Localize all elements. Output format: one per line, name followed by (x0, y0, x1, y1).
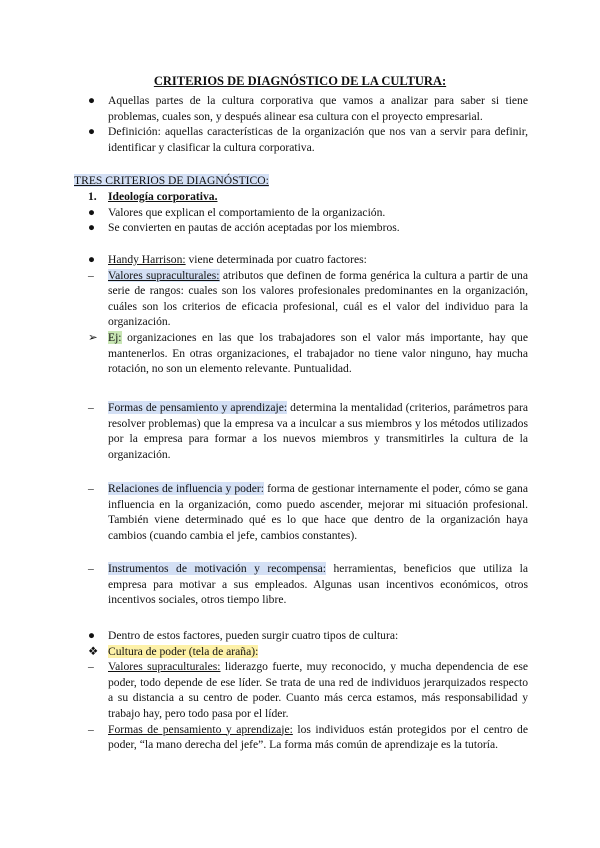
factor-label-valores: Valores supraculturales: (108, 268, 220, 282)
harrison-label: Handy Harrison: (108, 253, 186, 266)
section-bullet-1: Valores que explican el comportamiento de la organización. (108, 205, 386, 219)
factor-text-formas: determina la mentalidad (criterios, parámetros para resolver problemas) que la empresa va a inculcar a sus miembros y los métodos utilizados por la empresa para formar a los nuevos miembros y transmitirles la cultura de la organización. (108, 401, 528, 461)
bullet-icon: ● (88, 253, 96, 266)
types-intro: Dentro de estos factores, pueden surgir cuatro tipos de cultura: (108, 629, 399, 642)
list-item (74, 659, 528, 721)
factor-label-relaciones: Relaciones de influencia y poder: (108, 482, 264, 495)
numbered-item (74, 189, 528, 205)
factor-text-instrumentos: herramientas, beneficios que utiliza la empresa para motivar a sus empleados. Algunas usan incentivos económicos, otros incentivos sociales, otros tiempo libre. (108, 562, 528, 607)
factor-instrumentos (74, 561, 528, 608)
dash-icon: – (88, 401, 94, 414)
types-list (74, 628, 528, 753)
number-marker: 1. (88, 190, 97, 203)
example-text: organizaciones en las que los trabajadores son el valor más importante, hay que mantenerlos. En otras organizaciones, el trabajador no tiene valor ninguno, hay mucha rotación, no son un elemento relevante. Puntualidad. (108, 330, 528, 376)
list-item (74, 644, 528, 660)
list-item (74, 481, 528, 543)
factor-label-formas: Formas de pensamiento y aprendizaje: (108, 401, 288, 414)
list-item (74, 205, 528, 221)
section-heading-text: TRES CRITERIOS DE DIAGNÓSTICO: (74, 174, 269, 187)
type-text-valores: liderazgo fuerte, muy reconocido, y mucha dependencia de ese poder, todo depende de ese líder. Se trata de una red de individuos jerarquizados respecto a su distancia a su centro de poder. Cuanto más cerca estamos, más responsabilidad y trabajo hay, pero todo pasa por el líder. (108, 660, 528, 720)
factor-formas (74, 400, 528, 462)
list-item (74, 220, 528, 236)
section-list (74, 189, 528, 236)
list-item (74, 561, 528, 608)
type-label-formas: Formas de pensamiento y aprendizaje: (108, 722, 293, 736)
dash-icon: – (88, 482, 94, 495)
list-item (74, 93, 528, 124)
list-item (74, 722, 528, 753)
list-item (74, 124, 528, 155)
factor-text-valores: atributos que definen de forma genérica la cultura a partir de una serie de rangos: cuales son los valores profesionales predominantes en la organización, cuáles son los criterios de eficacia profesional, cuál es el valor del individuo para la organización. (108, 268, 528, 329)
dash-icon: – (88, 562, 94, 575)
factors-list (74, 252, 528, 377)
example-label: Ej: (108, 330, 122, 344)
factor-label-instrumentos: Instrumentos de motivación y recompensa: (108, 562, 327, 575)
bullet-icon: ● (88, 94, 96, 107)
bullet-icon: ● (88, 629, 96, 642)
list-item (74, 400, 528, 462)
list-item (74, 252, 528, 268)
list-item (74, 268, 528, 330)
bullet-icon: ● (88, 125, 96, 139)
numbered-title: Ideología corporativa. (108, 190, 218, 203)
dash-icon: – (88, 722, 94, 736)
section-heading (74, 173, 528, 189)
list-item (74, 628, 528, 644)
type-label-valores: Valores supraculturales: (108, 660, 221, 674)
diamond-icon: ❖ (88, 644, 99, 658)
dash-icon: – (88, 660, 94, 674)
factor-text-relaciones: forma de gestionar internamente el poder, cómo se gana influencia en la organización, como puedo ascender, mejorar mi situación profesional. También viene determinado qué es lo que hace que dentro de la organización haya cambios (cuando cambia el jefe, cambios constantes). (108, 482, 528, 542)
page-title: CRITERIOS DE DIAGNÓSTICO DE LA CULTURA: (153, 74, 447, 88)
dash-icon: – (88, 268, 94, 282)
arrow-icon: ➢ (88, 330, 98, 344)
bullet-icon: ● (88, 221, 96, 235)
intro-text-1: Aquellas partes de la cultura corporativa que vamos a analizar para saber si tiene problemas, cuales son, y después alinear esa cultura con el proyecto empresarial. (108, 94, 528, 123)
factor-relaciones (74, 481, 528, 543)
type-title-poder: Cultura de poder (tela de araña): (108, 644, 259, 658)
list-item (74, 330, 528, 377)
intro-list (74, 93, 528, 155)
bullet-icon: ● (88, 205, 96, 219)
type-text-formas: los individuos están protegidos por el centro de poder, “la mano derecha del jefe”. La forma más común de aprendizaje es la tutoría. (108, 722, 528, 752)
section-bullet-2: Se convierten en pautas de acción aceptadas por los miembros. (108, 221, 400, 235)
harrison-text: viene determinada por cuatro factores: (185, 253, 367, 266)
intro-text-2: Definición: aquellas características de la organización que nos van a servir para definir, identificar y clasificar la cultura corporativa. (108, 125, 528, 154)
